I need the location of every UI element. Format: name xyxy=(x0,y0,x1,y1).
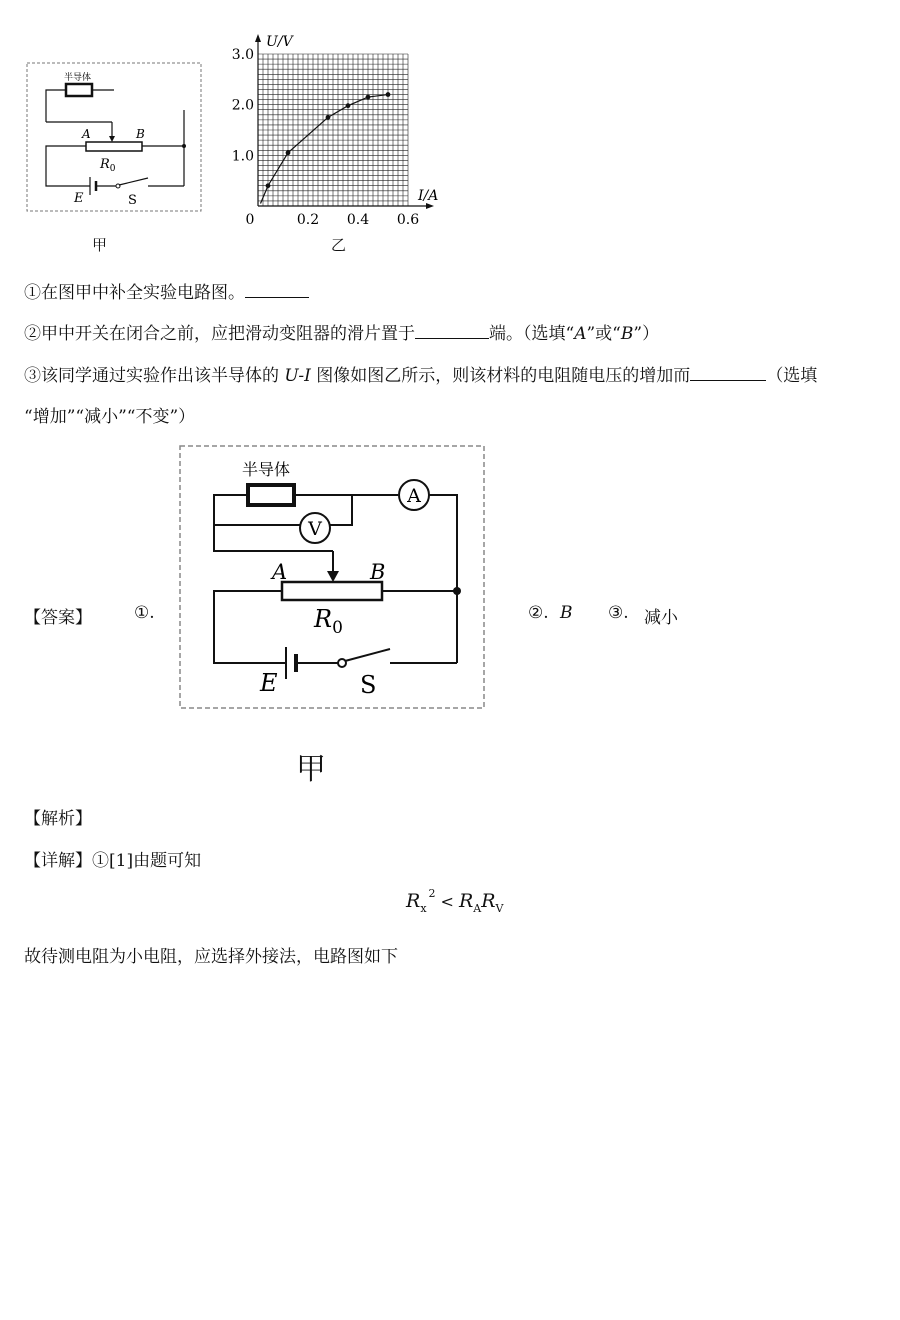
label-s: S xyxy=(128,193,137,208)
question-3 xyxy=(24,361,817,386)
answer-semiconductor-resistor xyxy=(248,485,294,505)
answer-3-value: 减小 xyxy=(644,608,678,628)
answer-rheostat xyxy=(282,582,382,600)
detail-conclusion: 故待测电阻为小电阻，应选择外接法，电路图如下 xyxy=(24,947,398,967)
chart-grid xyxy=(258,54,408,206)
answer-2-prefix: ②. xyxy=(528,603,549,623)
rheostat xyxy=(86,142,142,151)
origin-label: 0 xyxy=(245,212,255,226)
figure-yi-caption: 乙 xyxy=(331,236,347,254)
formula-ra: R xyxy=(458,890,474,912)
answer-label-r: R xyxy=(314,605,333,633)
detail-text: ①[1]由题可知 xyxy=(92,851,202,871)
svg-text:R0 xyxy=(313,605,343,638)
question-2-mid: ”或“ xyxy=(586,324,621,344)
x-tick-label: 0.2 xyxy=(296,212,320,226)
x-tick-label: 0.4 xyxy=(346,212,370,226)
formula-rv-sub: V xyxy=(495,902,504,915)
data-point xyxy=(386,92,391,97)
answer-switch-blade xyxy=(345,649,390,661)
x-axis-label: I/A xyxy=(418,188,439,204)
data-point xyxy=(266,183,271,188)
question-3-before: ③该同学通过实验作出该半导体的 xyxy=(24,366,285,386)
x-tick-label: 0.6 xyxy=(396,212,420,226)
label-b: B xyxy=(136,127,145,141)
y-tick-label: 1.0 xyxy=(231,148,254,165)
question-3-ui: U-I xyxy=(284,366,311,386)
answer-label-s: S xyxy=(360,671,377,699)
label-r: R xyxy=(100,157,110,172)
y-axis-label: U/V xyxy=(266,34,293,50)
chart-axes xyxy=(255,34,434,209)
answer-circuit-figure xyxy=(178,443,488,711)
switch-blade xyxy=(119,178,148,185)
answer-2-value: B xyxy=(560,603,573,623)
answer-1-prefix: ①. xyxy=(134,603,155,623)
y-axis-arrow xyxy=(255,34,261,42)
answer-blank-1 xyxy=(245,281,309,298)
semiconductor-label: 半导体 xyxy=(64,73,92,83)
answer-label-r-sub: 0 xyxy=(332,618,343,638)
analysis-label: 【解析】 xyxy=(24,809,92,829)
answer-label-e: E xyxy=(260,669,278,697)
formula-sq: 2 xyxy=(428,887,436,900)
semiconductor-resistor xyxy=(66,84,92,96)
ammeter-label: A xyxy=(407,485,421,507)
question-3-line2: “增加”“减小”“不变”） xyxy=(24,407,196,427)
chart-points xyxy=(261,92,391,203)
question-1-text: ①在图甲中补全实验电路图。 xyxy=(24,283,245,303)
formula-lt: < xyxy=(440,892,454,911)
formula-rx: R xyxy=(406,890,421,912)
question-1 xyxy=(24,278,309,303)
question-3-tail: （选填 xyxy=(766,366,818,386)
answer-blank-3 xyxy=(690,364,766,381)
answer-label-a: A xyxy=(272,560,288,584)
label-e: E xyxy=(74,191,84,206)
y-tick-label: 3.0 xyxy=(231,47,254,63)
formula-rv: R xyxy=(481,890,496,912)
answer-label: 【答案】 xyxy=(24,608,92,628)
question-2 xyxy=(24,319,659,344)
data-point xyxy=(366,95,371,100)
answer-figure-caption: 甲 xyxy=(296,752,326,787)
question-2-end: ”） xyxy=(633,324,660,344)
voltmeter-label: V xyxy=(308,518,322,540)
answer-3-prefix: ③. xyxy=(608,603,629,623)
formula-rx-sub: x xyxy=(420,902,427,915)
figure-jia-caption: 甲 xyxy=(92,236,108,254)
formula xyxy=(406,887,504,915)
answer-blank-2 xyxy=(415,322,489,339)
label-a: A xyxy=(82,127,91,141)
question-2-after: 端。（选填“ xyxy=(489,324,575,344)
answer-semiconductor-label: 半导体 xyxy=(242,460,291,479)
label-r-sub: 0 xyxy=(109,164,116,174)
answer-label-b: B xyxy=(370,560,386,584)
question-3-after: 图像如图乙所示，则该材料的电阻随电压的增加而 xyxy=(310,366,691,386)
svg-text:R0 xyxy=(99,157,116,174)
question-2-before: ②甲中开关在闭合之前，应把滑动变阻器的滑片置于 xyxy=(24,324,415,344)
detail-label: 【详解】 xyxy=(24,851,92,871)
slider-arrow xyxy=(327,571,339,582)
data-point xyxy=(326,115,331,120)
circuit-figure-jia-small xyxy=(26,62,204,216)
data-point xyxy=(346,103,351,108)
option-b: B xyxy=(620,324,634,344)
ui-chart xyxy=(228,26,448,226)
ui-curve xyxy=(261,95,389,204)
detail-line xyxy=(24,846,201,871)
option-a: A xyxy=(574,324,587,344)
formula-ra-sub: A xyxy=(473,902,482,915)
data-point xyxy=(286,150,291,155)
y-tick-label: 2.0 xyxy=(231,97,254,114)
